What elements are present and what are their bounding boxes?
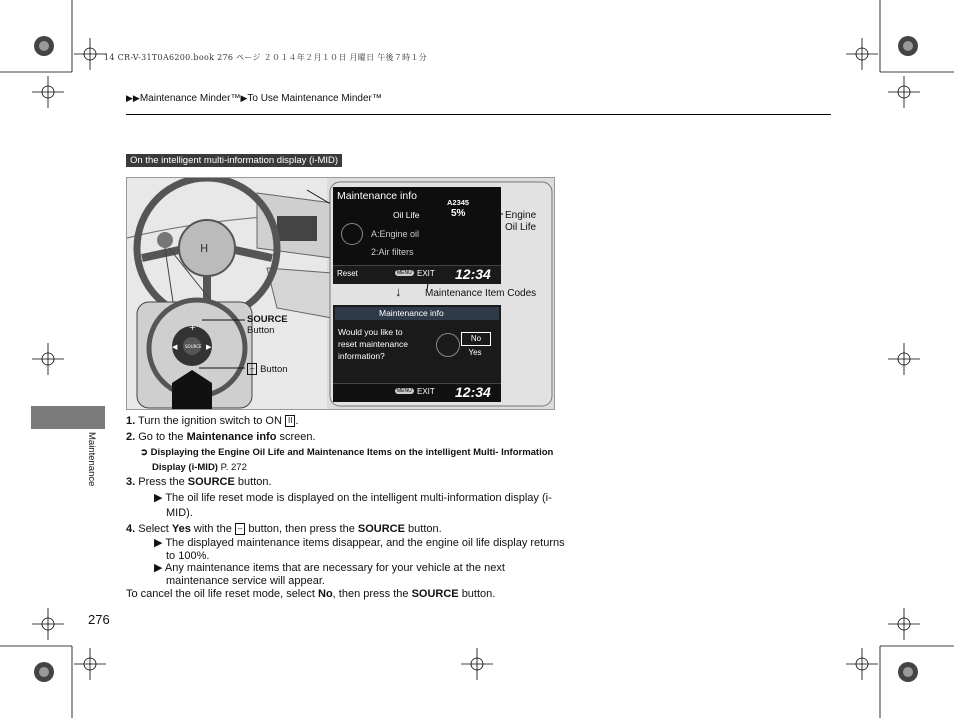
- screen2-yes-option[interactable]: Yes: [468, 348, 482, 357]
- breadcrumb-arrows: ▶▶: [126, 93, 140, 103]
- screen2-knob-icon: [436, 333, 460, 357]
- screen2-question: Would you like to reset maintenance information?: [338, 327, 408, 361]
- breadcrumb-item-maintenance-minder[interactable]: Maintenance Minder™: [139, 93, 241, 104]
- cross-reference-link[interactable]: ➲ Displaying the Engine Oil Life and Maintenance Items on the intelligent Multi- Information Display (i-MID) P. 272: [140, 447, 554, 473]
- screen2-footer: [333, 383, 501, 402]
- screen1-reset: Reset: [337, 269, 358, 278]
- source-button-label: SOURCE Button: [247, 314, 288, 336]
- ignition-on-key-icon: II: [285, 415, 295, 427]
- chapter-tab: [31, 406, 105, 429]
- step-2: 2. Go to the Maintenance info screen.: [126, 430, 316, 443]
- svg-text:+: +: [189, 323, 196, 332]
- screen1-knob-icon: [341, 223, 363, 245]
- svg-text:◀: ◀: [172, 344, 178, 351]
- screen1-oil-life-label: Oil Life: [393, 210, 420, 220]
- step-4-result-1: ▶ The displayed maintenance items disappear, and the engine oil life display returns to 100%.: [154, 537, 565, 562]
- step-4: 4. Select Yes with the – button, then press the SOURCE button.: [126, 522, 442, 535]
- minus-key-icon: –: [235, 523, 245, 535]
- screen1-time: 12:34: [455, 266, 491, 282]
- svg-text:▶: ▶: [206, 344, 212, 351]
- screen1-item-air-filters: 2:Air filters: [371, 247, 414, 257]
- breadcrumb-item-to-use[interactable]: To Use Maintenance Minder™: [247, 93, 382, 104]
- screen1-code: A2345: [447, 198, 470, 207]
- svg-text:H: H: [200, 242, 209, 255]
- cancel-note: To cancel the oil life reset mode, select No, then press the SOURCE button.: [126, 588, 496, 600]
- step-4-result-2: ▶ Any maintenance items that are necessary for your vehicle at the next maintenance service will appear.: [154, 562, 505, 587]
- screen2-time: 12:34: [455, 384, 491, 400]
- arrow-down-icon: ↓: [395, 284, 402, 299]
- step-1: 1. Turn the ignition switch to ON II .: [126, 415, 299, 427]
- result-arrow-icon: ▶: [154, 537, 166, 549]
- callout-engine-oil-life: Engine Oil Life: [505, 210, 537, 233]
- result-arrow-icon: ▶: [154, 491, 166, 504]
- breadcrumb: [126, 93, 382, 104]
- section-label: On the intelligent multi-information display (i-MID): [126, 154, 342, 167]
- book-file-info: 14 CR-V-31T0A6200.book 276 ページ ２０１４年２月１０日 月曜日 午後７時１分: [104, 53, 428, 62]
- breadcrumb-separator: ▶: [240, 93, 248, 103]
- screen2-menu-icon: MENU: [397, 388, 412, 394]
- page-number: 276: [88, 612, 110, 627]
- imid-figure: [126, 177, 555, 410]
- reference-arrow-icon: ➲: [140, 447, 151, 458]
- instruction-steps: [126, 414, 566, 603]
- step-3-result: ▶ The oil life reset mode is displayed on the intelligent multi-information display (i-MID).: [154, 491, 552, 519]
- header-rule: [126, 114, 831, 115]
- step-3: 3. Press the SOURCE button.: [126, 476, 272, 488]
- result-arrow-icon: ▶: [154, 562, 165, 574]
- callout-maintenance-item-codes: Maintenance Item Codes: [425, 288, 537, 299]
- screen1-exit: EXIT: [417, 269, 435, 278]
- screen2-title: Maintenance info: [379, 308, 444, 318]
- chapter-side-label: Maintenance: [86, 432, 97, 487]
- screen2-no-option[interactable]: No: [461, 332, 491, 346]
- minus-button-label: – Button: [247, 363, 288, 375]
- imid-screen-oil-life: [333, 187, 501, 283]
- screen1-oil-percent: 5%: [451, 208, 466, 219]
- screen1-menu-icon: MENU: [397, 270, 412, 276]
- screen1-item-engine-oil: A:Engine oil: [371, 229, 420, 239]
- screen1-title: Maintenance info: [337, 190, 417, 202]
- minus-key-icon: –: [247, 363, 257, 375]
- pad-source-text: SOURCE: [185, 344, 202, 349]
- imid-screen-reset-confirm: [333, 305, 501, 401]
- screen1-footer: [333, 265, 501, 284]
- screen2-exit: EXIT: [417, 387, 435, 396]
